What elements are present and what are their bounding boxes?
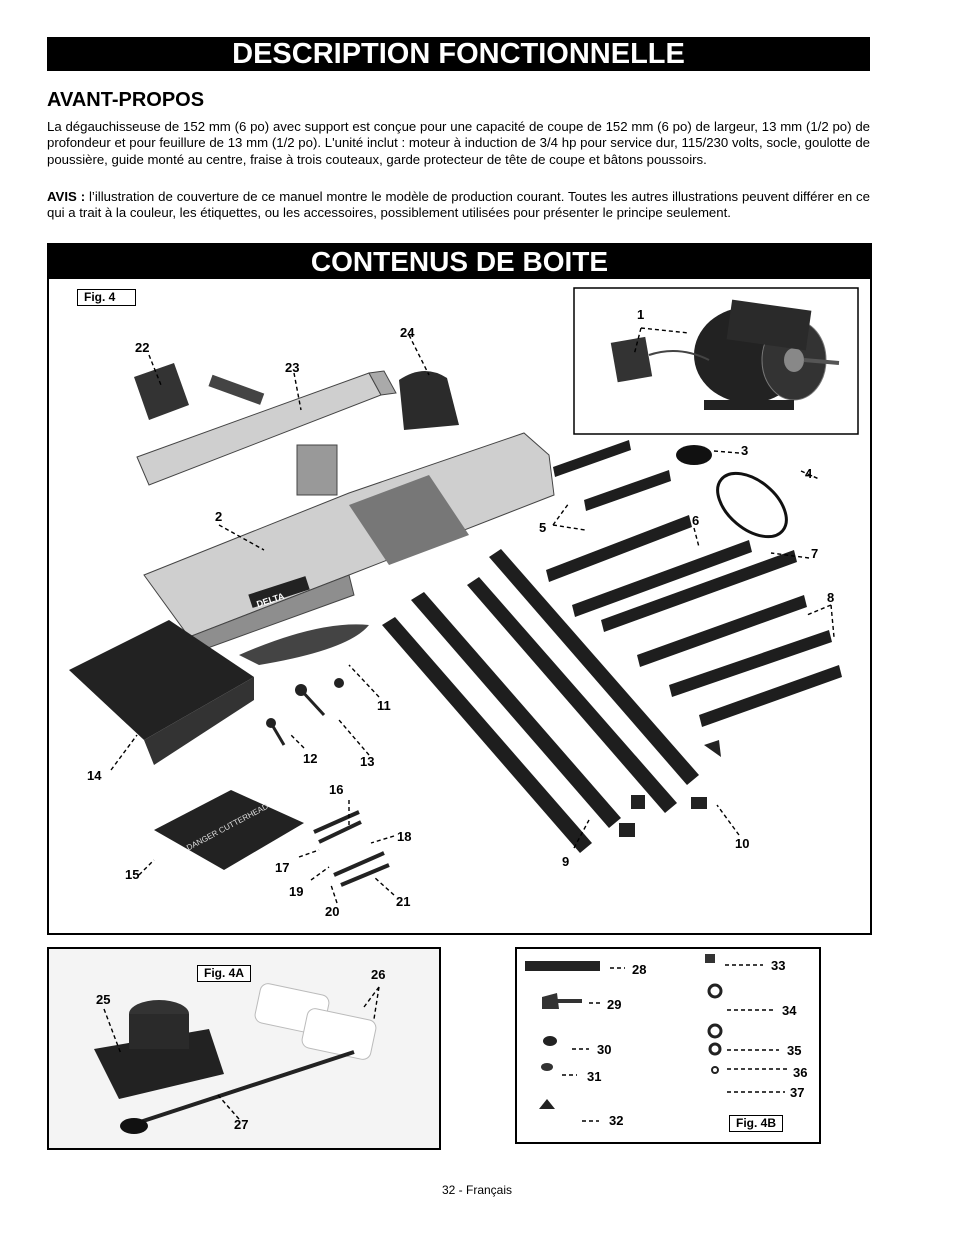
stand-braces [546, 440, 842, 727]
callout-35: 35 [787, 1043, 802, 1058]
callout-2: 2 [215, 509, 223, 524]
callout-33: 33 [771, 958, 786, 973]
bolt-28 [525, 961, 600, 971]
delta-logo-text: DELTA [255, 590, 286, 610]
washer-34 [709, 985, 721, 997]
callout-12: 12 [303, 751, 318, 766]
callout-24: 24 [400, 325, 415, 340]
callout-32: 32 [609, 1113, 624, 1128]
callout-8: 8 [827, 590, 835, 605]
notice-text: l’illustration de couverture de ce manuel montre le modèle de production courant. Toutes les autres illustrations peuvent différer en ce qui a trait à la couleur, les étiquettes, ou les accessoires, possiblement utilisées pour présenter le principe seulement. [47, 189, 870, 221]
callout-22: 22 [135, 340, 150, 355]
callout-11: 11 [377, 698, 391, 713]
callout-9: 9 [562, 854, 570, 869]
foreword-body: La dégauchisseuse de 152 mm (6 po) avec support est conçue pour une capacité de coupe de 152 mm (6 po) de largeur, 13 mm (1/2 po) de profondeur et pour feuillure de 13 mm (1/2 po). L'unité inclut : moteur à induction de 3/4 hp pour service dur, 115/230 volts, socle, goulotte de poussière, guide monté au centre, fraise à trois couteaux, garde protecteur de tête de coupe et bâtons poussoirs. [47, 119, 870, 167]
wrenches [314, 812, 389, 885]
callout-17: 17 [275, 860, 290, 875]
fig4a-label: Fig. 4A [197, 965, 251, 982]
fig4-illustration [49, 245, 870, 933]
box-contents-banner: CONTENUS DE BOITE [49, 245, 870, 279]
callout-27: 27 [234, 1117, 249, 1132]
callout-7: 7 [811, 546, 819, 561]
stand-legs [382, 549, 699, 853]
callout-31: 31 [587, 1069, 602, 1084]
callout-14: 14 [87, 768, 102, 783]
callout-36: 36 [793, 1065, 808, 1080]
washer-37 [712, 1067, 718, 1073]
callout-6: 6 [692, 513, 700, 528]
callout-30: 30 [597, 1042, 612, 1057]
callout-26: 26 [371, 967, 386, 982]
wing-nut-32 [539, 1099, 555, 1109]
callout-28: 28 [632, 962, 647, 977]
callout-13: 13 [360, 754, 375, 769]
callout-20: 20 [325, 904, 340, 919]
foreword-heading: AVANT-PROPOS [47, 89, 205, 111]
box-contents-figure [47, 243, 872, 935]
fig4b-illustration [517, 949, 819, 1142]
nut-33 [705, 954, 715, 963]
washer-36 [710, 1044, 720, 1054]
screw-29 [542, 993, 559, 1009]
page-footer: 32 - Français [441, 1183, 513, 1197]
knobs [266, 678, 344, 745]
callout-23: 23 [285, 360, 300, 375]
callout-15: 15 [125, 867, 140, 882]
callout-1: 1 [637, 307, 645, 322]
fig4b-box [515, 947, 821, 1144]
washer-35 [709, 1025, 721, 1037]
screw-30 [543, 1036, 557, 1046]
screw-31 [541, 1063, 553, 1071]
callout-3: 3 [741, 443, 749, 458]
fig4a-box [47, 947, 441, 1150]
callout-4: 4 [805, 466, 813, 481]
callout-25: 25 [96, 992, 111, 1007]
fig4-label: Fig. 4 [77, 289, 136, 306]
notice-paragraph [47, 189, 870, 222]
fig4b-label: Fig. 4B [729, 1115, 783, 1132]
notice-label: AVIS : [47, 189, 86, 204]
callout-19: 19 [289, 884, 304, 899]
callout-18: 18 [397, 829, 412, 844]
callout-29: 29 [607, 997, 622, 1012]
callout-37: 37 [790, 1085, 805, 1100]
section-title-banner: DESCRIPTION FONCTIONNELLE [47, 37, 870, 71]
callout-34: 34 [782, 1003, 797, 1018]
decal-text: DANGER CUTTERHEAD [185, 801, 270, 853]
callout-16: 16 [329, 782, 344, 797]
callout-5: 5 [539, 520, 547, 535]
callout-21: 21 [396, 894, 411, 909]
callout-10: 10 [735, 836, 750, 851]
